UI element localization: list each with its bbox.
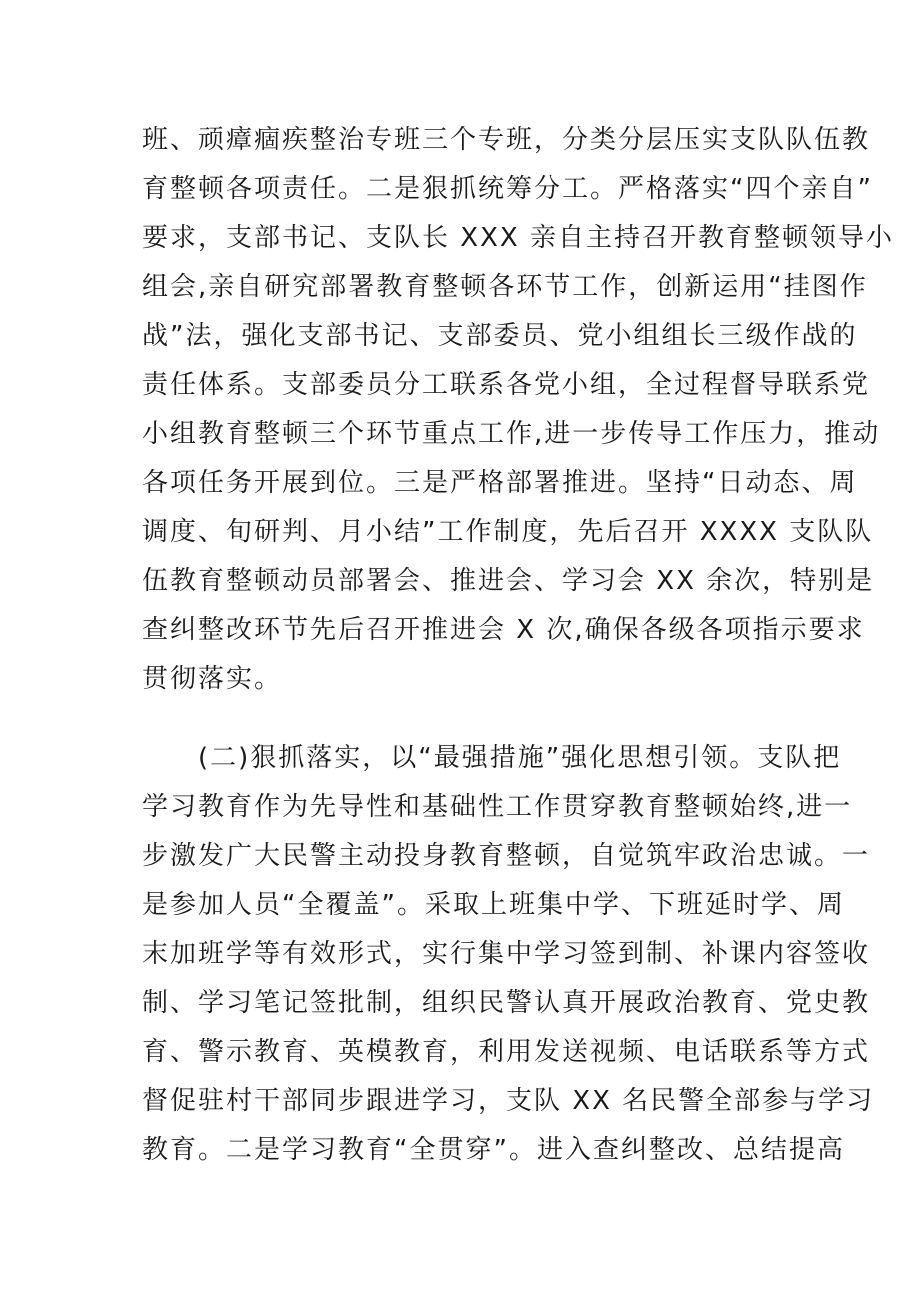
- text-line: 伍教育整顿动员部署会、推进会、学习会 XX 余次，特别是: [142, 566, 875, 596]
- text-line: 小组教育整顿三个环节重点工作,进一步传导工作压力，推动: [142, 419, 881, 449]
- text-line: 制、学习笔记签批制，组织民警认真开展政治教育、党史教: [142, 988, 871, 1018]
- text-line: 组会,亲自研究部署教育整顿各环节工作，创新运用“挂图作: [142, 272, 868, 302]
- text-line: 末加班学等有效形式，实行集中学习签到制、补课内容签收: [142, 939, 871, 969]
- text-line: 责任体系。支部委员分工联系各党小组，全过程督导联系党: [142, 370, 871, 400]
- text-line: 育、警示教育、英模教育，利用发送视频、电话联系等方式: [142, 1037, 871, 1067]
- text-line: 贯彻落实。: [142, 664, 283, 694]
- text-line: 育整顿各项责任。二是狠抓统筹分工。严格落实“四个亲自”: [142, 174, 873, 204]
- text-line: 教育。二是学习教育“全贯穿”。进入查纠整改、总结提高: [142, 1135, 845, 1165]
- section-heading-line: (二)狠抓落实，以“最强措施”强化思想引领。支队把: [142, 743, 842, 773]
- text-line: 战”法，强化支部书记、支部委员、党小组组长三级作战的: [142, 321, 858, 351]
- text-line: 班、顽瘴痼疾整治专班三个专班，分类分层压实支队队伍教: [142, 125, 871, 155]
- text-line: 督促驻村干部同步跟进学习，支队 XX 名民警全部参与学习: [142, 1086, 875, 1116]
- text-line: 是参加人员“全覆盖”。采取上班集中学、下班延时学、周: [142, 890, 845, 920]
- paragraph-section-two: [142, 734, 875, 1175]
- text-line: 调度、旬研判、月小结”工作制度，先后召开 XXXX 支队队: [142, 517, 874, 547]
- text-line: 学习教育作为先导性和基础性工作贯穿教育整顿始终,进一: [142, 792, 853, 822]
- text-line: 要求，支部书记、支队长 XXX 亲自主持召开教育整顿领导小: [142, 223, 894, 253]
- paragraph-organization: [142, 116, 894, 704]
- text-line: 查纠整改环节先后召开推进会 X 次,确保各级各项指示要求: [142, 615, 865, 645]
- text-line: 步激发广大民警主动投身教育整顿，自觉筑牢政治忠诚。一: [142, 841, 871, 871]
- text-line: 各项任务开展到位。三是严格部署推进。坚持“日动态、周: [142, 468, 858, 498]
